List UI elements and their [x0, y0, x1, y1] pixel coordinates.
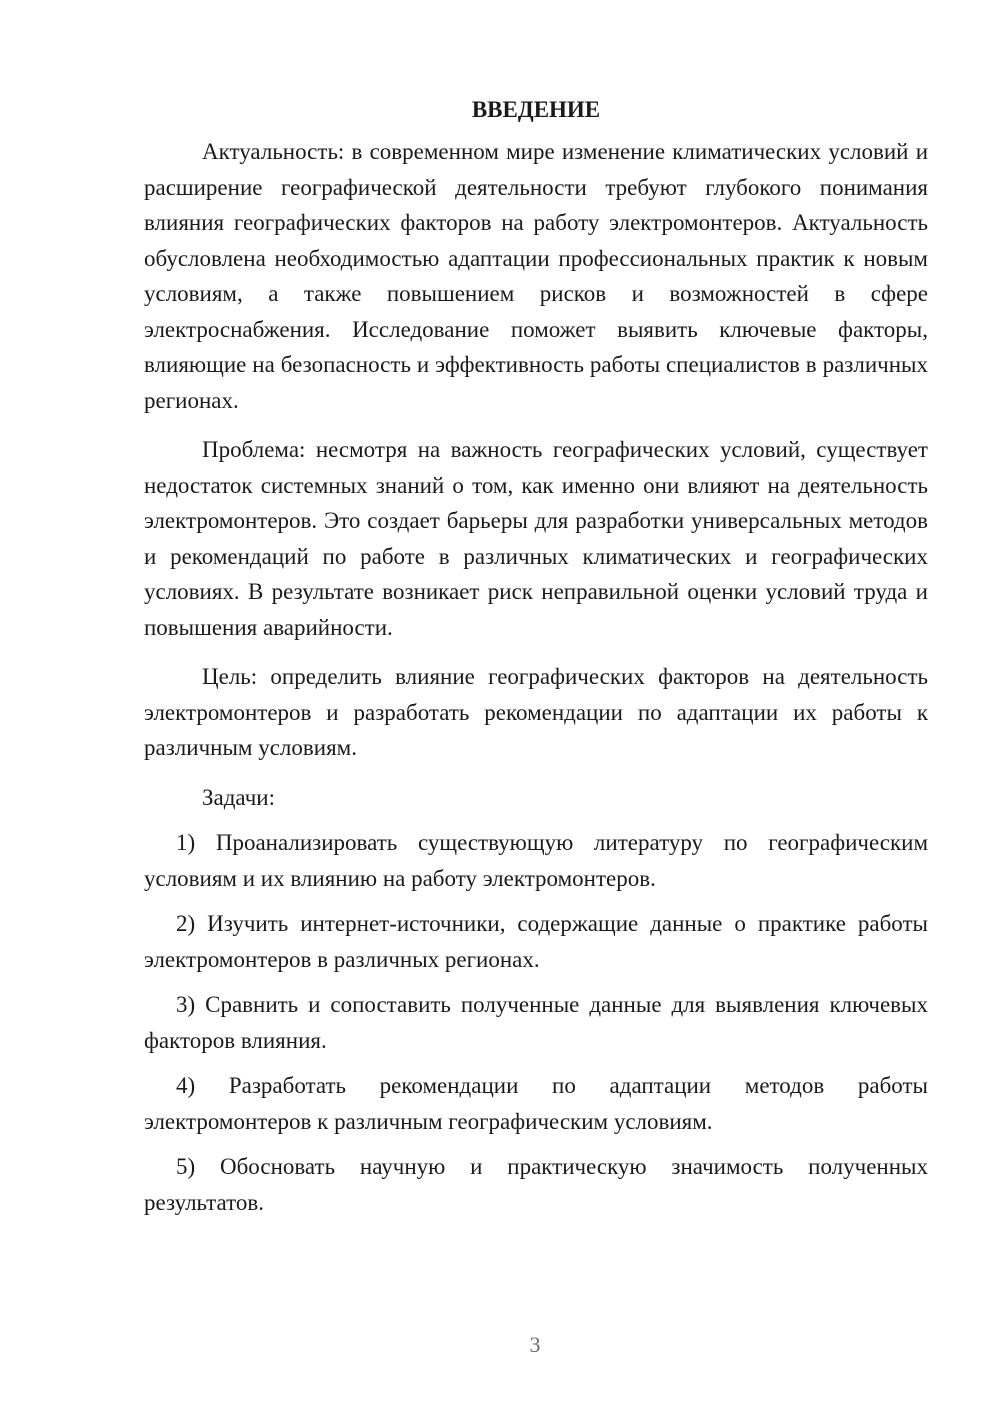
- tasks-heading: Задачи:: [202, 784, 275, 810]
- document-title: ВВЕДЕНИЕ: [471, 97, 601, 122]
- task-item: 5) Обосновать научную и практическую значимость полученных результатов.: [144, 1154, 928, 1215]
- paragraph-problem: Проблема: несмотря на важность географических условий, существует недостаток системных знаний о том, как именно они влияют на деятельность электромонтеров. Это создает барьеры для разработки универсальных методов и рекомендаций по работе в различных климатических и географических условиях. В результате возникает риск неправильной оценки условий труда и повышения аварийности.: [144, 437, 928, 640]
- document-page: [144, 92, 928, 1220]
- page-number: 3: [529, 1332, 541, 1357]
- task-item: 2) Изучить интернет-источники, содержащие данные о практике работы электромонтеров в различных регионах.: [144, 911, 928, 972]
- task-item: 3) Сравнить и сопоставить полученные данные для выявления ключевых факторов влияния.: [144, 992, 928, 1053]
- task-item: 4) Разработать рекомендации по адаптации методов работы электромонтеров к различным географическим условиям.: [144, 1073, 928, 1134]
- paragraph-goal: Цель: определить влияние географических факторов на деятельность электромонтеров и разработать рекомендации по адаптации их работы к различным условиям.: [144, 664, 928, 760]
- task-item: 1) Проанализировать существующую литературу по географическим условиям и их влиянию на работу электромонтеров.: [144, 830, 928, 891]
- paragraph-relevance: Актуальность: в современном мире изменение климатических условий и расширение географической деятельности требуют глубокого понимания влияния географических факторов на работу электромонтеров. Актуальность обусловлена необходимостью адаптации профессиональных практик к новым условиям, а также повышением рисков и возможностей в сфере электроснабжения. Исследование поможет выявить ключевые факторы, влияющие на безопасность и эффективность работы специалистов в различных регионах.: [144, 139, 928, 413]
- tasks-list: [144, 825, 928, 1220]
